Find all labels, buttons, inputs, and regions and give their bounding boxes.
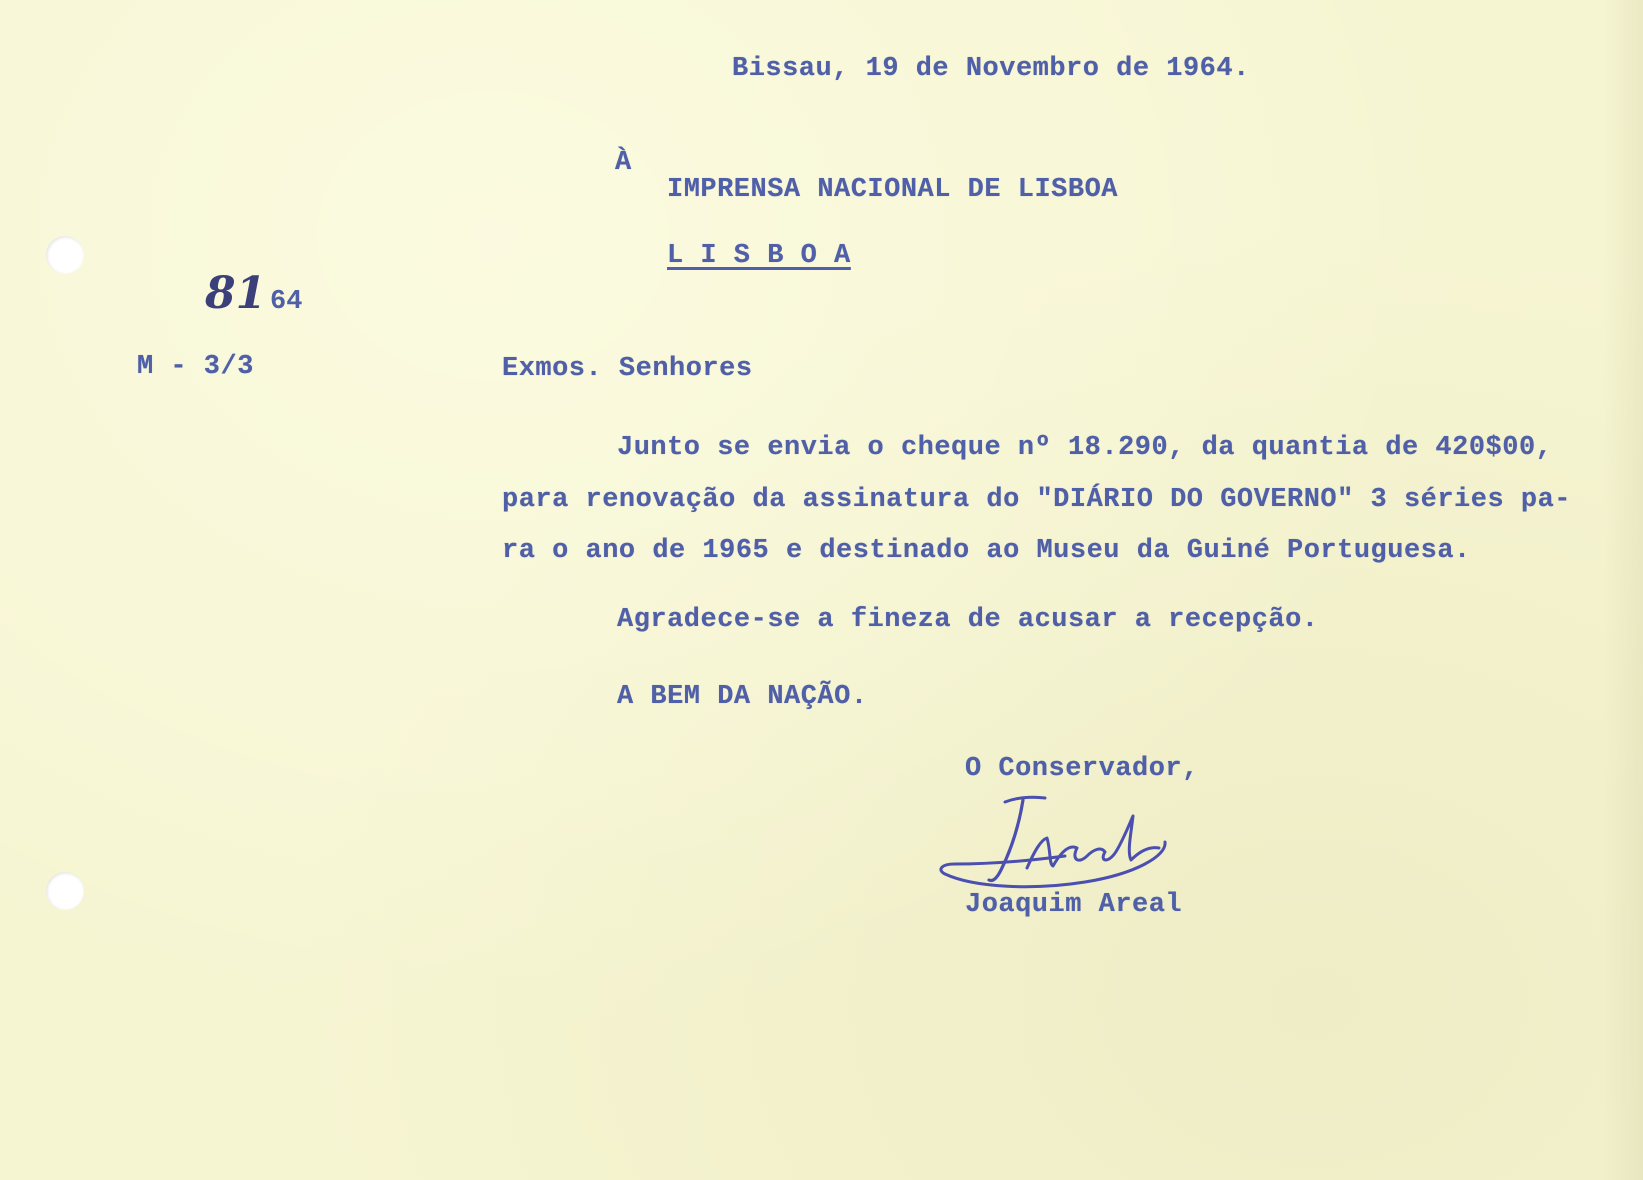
paper-edge-shade: [1603, 0, 1643, 1180]
date-line: Bissau, 19 de Novembro de 1964.: [732, 54, 1250, 84]
signer-title: O Conservador,: [965, 754, 1199, 784]
salutation: Exmos. Senhores: [502, 354, 753, 384]
reference-typed: 64: [270, 287, 303, 317]
body-line-1: Junto se envia o cheque nº 18.290, da quantia de 420$00,: [617, 433, 1553, 463]
body-paragraph-2: Agradece-se a fineza de acusar a recepção.: [617, 605, 1319, 635]
signer-name: Joaquim Areal: [965, 890, 1183, 920]
addressee-name: IMPRENSA NACIONAL DE LISBOA: [667, 175, 1118, 205]
file-code: M - 3/3: [137, 352, 254, 382]
reference-handwritten: 81: [205, 268, 267, 319]
addressee-prefix: À: [615, 148, 632, 178]
addressee-city: L I S B O A: [667, 241, 851, 271]
punch-hole-icon: [46, 872, 84, 910]
body-line-3: ra o ano de 1965 e destinado ao Museu da Guiné Portuguesa.: [502, 536, 1471, 566]
signature-mark: [935, 790, 1195, 900]
closing: A BEM DA NAÇÃO.: [617, 682, 868, 712]
body-line-2: para renovação da assinatura do "DIÁRIO DO GOVERNO" 3 séries pa-: [502, 485, 1571, 515]
punch-hole-icon: [46, 236, 84, 274]
